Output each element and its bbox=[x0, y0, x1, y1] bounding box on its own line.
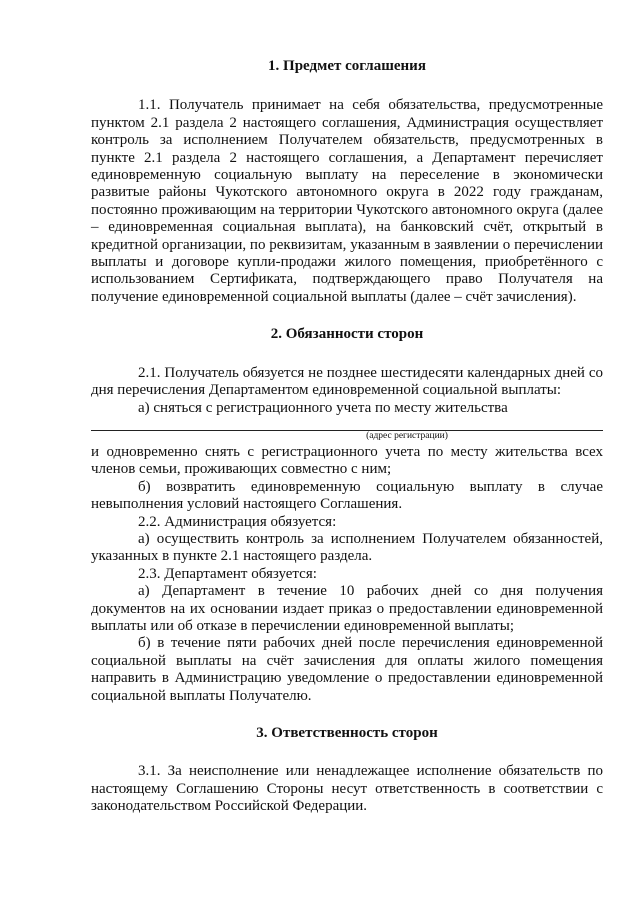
paragraph-2-3: 2.3. Департамент обязуется: bbox=[138, 565, 317, 582]
paragraph-3-1: 3.1. За неисполнение или ненадлежащее исполнение обязательств по настоящему Соглашению Стороны несут ответственность в соответствии с законодательством Российской Федерации. bbox=[91, 763, 603, 815]
paragraph-2-3-a: а) Департамент в течение 10 рабочих дней со дня получения документов на их основании издает приказ о предоставлении единовременной выплаты или об отказе в перечислении единовременной выплаты; bbox=[91, 583, 603, 634]
address-caption: (адрес регистрации) bbox=[366, 430, 448, 441]
section-2-title: 2. Обязанности сторон bbox=[270, 326, 424, 343]
address-fill-line bbox=[91, 422, 603, 431]
section-1-title: 1. Предмет соглашения bbox=[268, 58, 426, 74]
paragraph-2-2-a: а) осуществить контроль за исполнением Получателем обязанностей, указанных в пункте 2.1 настоящего раздела. bbox=[91, 530, 603, 565]
paragraph-2-1: 2.1. Получатель обязуется не позднее шестидесяти календарных дней со дня перечисления Департаментом единовременной социальной выплаты: bbox=[91, 364, 603, 399]
paragraph-2-1-b: б) возвратить единовременную социальную выплату в случае невыполнения условий настоящего Соглашения. bbox=[91, 478, 603, 513]
section-3-title: 3. Ответственность сторон bbox=[256, 725, 438, 741]
paragraph-2-3-b: б) в течение пяти рабочих дней после перечисления единовременной социальной выплаты на счёт зачисления для оплаты жилого помещения направить в Администрацию уведомление о предоставлении единовременной социальной выплаты Получателю. bbox=[91, 635, 603, 704]
paragraph-2-2: 2.2. Администрация обязуется: bbox=[138, 513, 337, 530]
paragraph-1-1: 1.1. Получатель принимает на себя обязательства, предусмотренные пунктом 2.1 раздела 2 настоящего соглашения, Администрация осуществляет контроль за исполнением Получателем обязательств, предусмотренных в пункте 2.1 раздела 2 настоящего соглашения, а Департамент перечисляет единовременную социальную выплату на переселение в экономически развитые районы Чукотского автономного округа в 2022 году гражданам, постоянно проживающим на территории Чукотского автономного округа (далее – единовременная социальная выплата), на банковский счёт, открытый в кредитной организации, по реквизитам, указанным в заявлении о перечислении выплаты и договоре купли-продажи жилого помещения, приобретённого с использованием Сертификата, подтверждающего право Получателя на получение единовременной социальной выплаты (далее – счёт зачисления). bbox=[91, 97, 603, 305]
paragraph-2-1-a: а) сняться с регистрационного учета по месту жительства bbox=[138, 399, 508, 416]
document-page bbox=[91, 58, 603, 816]
paragraph-2-1-a-cont: и одновременно снять с регистрационного учета по месту жительства всех членов семьи, проживающих совместно с ним; bbox=[91, 443, 603, 478]
